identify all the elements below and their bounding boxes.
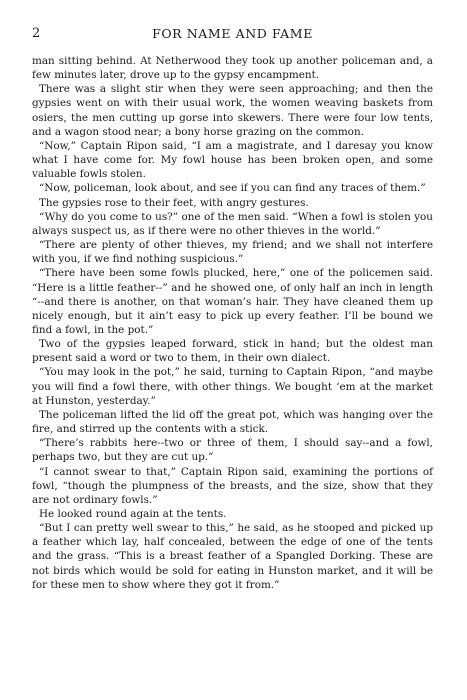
paragraph: “There have been some fowls plucked, here,” one of the policemen said. “Here is a little feather--” and he showed one, of only half an inch in length “--and there is another, on that woman’s hair. They have cleaned them up nicely enough, but it ain’t easy to pick up every feather. I’ll be bound we find a fowl, in the pot.” [32, 267, 433, 336]
paragraph: “But I can pretty well swear to this,” he said, as he stooped and picked up a feather which lay, half concealed, between the edge of one of the tents and the grass. “This is a breast feather of a Spangled Dorking. These are not birds which would be sold for eating in Hunston market, and it will be for these men to show where they got it from.” [32, 522, 433, 591]
page-header [32, 26, 433, 46]
paragraph: “Now,” Captain Ripon said, “I am a magistrate, and I daresay you know what I have come for. My fowl house has been broken open, and some valuable fowls stolen. [32, 139, 433, 181]
paragraph: “I cannot swear to that,” Captain Ripon said, examining the portions of fowl, “though the plumpness of the breasts, and the size, show that they are not ordinary fowls.” [32, 465, 433, 506]
paragraph: The policeman lifted the lid off the great pot, which was hanging over the fire, and stirred up the contents with a stick. [32, 408, 433, 436]
body-text [32, 54, 433, 592]
paragraph: “There’s rabbits here--two or three of them, I should say--and a fowl, perhaps two, but they are cut up.” [32, 437, 433, 464]
paragraph: “Now, policeman, look about, and see if you can find any traces of them.” [39, 182, 426, 195]
paragraph: “There are plenty of other thieves, my friend; and we shall not interfere with you, if we find nothing suspicious.” [32, 239, 433, 266]
paragraph: He looked round again at the tents. [39, 508, 227, 520]
running-title: FOR NAME AND FAME [152, 26, 313, 41]
paragraph: “You may look in the pot,” he said, turning to Captain Ripon, “and maybe you will find a fowl there, with other things. We bought ‘em at the market at Hunston, yesterday.” [32, 366, 433, 407]
paragraph: The gypsies rose to their feet, with angry gestures. [39, 196, 309, 209]
paragraph: man sitting behind. At Netherwood they took up another policeman and, a few minutes later, drove up to the gypsy encampment. [32, 55, 433, 82]
paragraph: “Why do you come to us?” one of the men said. “When a fowl is stolen you always suspect us, as if there were no other thieves in the world.” [32, 210, 433, 237]
page-number: 2 [32, 26, 41, 41]
paragraph: Two of the gypsies leaped forward, stick in hand; but the oldest man present said a word or two to them, in their own dialect. [32, 338, 433, 365]
paragraph: There was a slight stir when they were seen approaching; and then the gypsies went on with their usual work, the women weaving baskets from osiers, the men cutting up gorse into skewers. There were four low tents, and a wagon stood near; a bony horse grazing on the common. [32, 83, 433, 138]
